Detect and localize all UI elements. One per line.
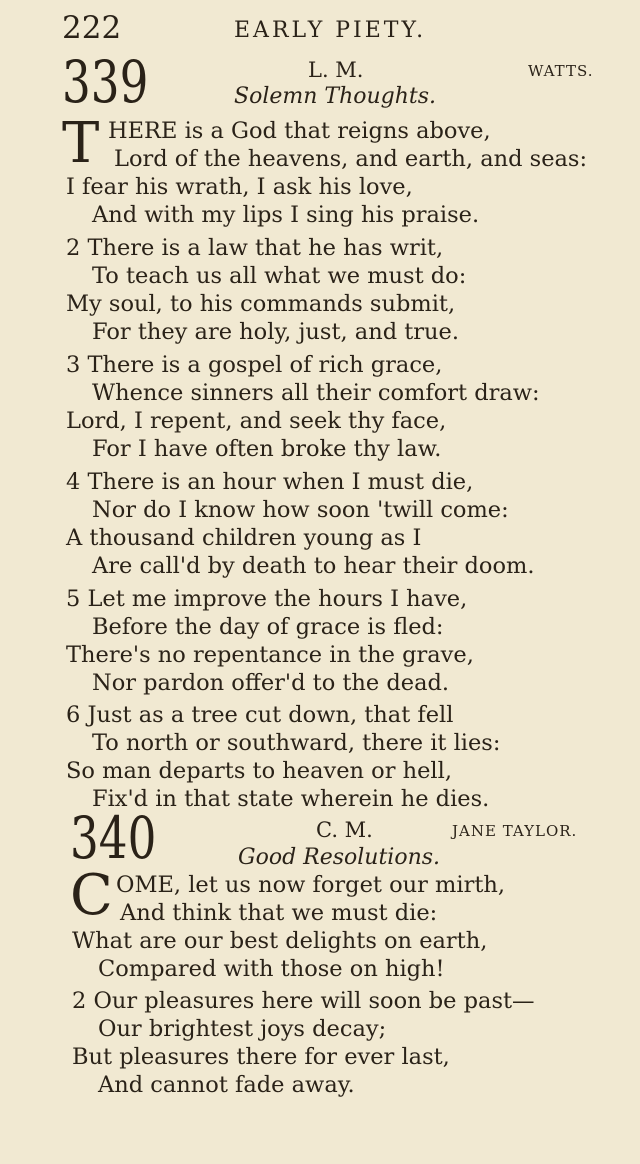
verse-line: Whence sinners all their comfort draw: xyxy=(92,380,540,406)
verse-line: I fear his wrath, I ask his love, xyxy=(66,174,413,200)
hymn-author: JANE TAYLOR. xyxy=(452,822,578,840)
verse-line: And cannot fade away. xyxy=(98,1072,355,1098)
verse-line: 5 Let me improve the hours I have, xyxy=(66,586,468,612)
verse-line: To teach us all what we must do: xyxy=(92,263,467,289)
verse-line: So man departs to heaven or hell, xyxy=(66,758,452,784)
drop-cap: C xyxy=(70,863,113,928)
verse-line: My soul, to his commands submit, xyxy=(66,291,456,317)
verse-line: To north or southward, there it lies: xyxy=(92,730,501,756)
verse-line: HERE is a God that reigns above, xyxy=(108,118,491,144)
hymn-number: 339 xyxy=(62,48,149,116)
verse-line: And with my lips I sing his praise. xyxy=(92,202,480,228)
verse-line: Our brightest joys decay; xyxy=(98,1016,387,1042)
verse-line: 2 Our pleasures here will soon be past— xyxy=(72,988,535,1014)
verse-line: And think that we must die: xyxy=(120,900,438,926)
hymn-meter: L. M. xyxy=(308,58,364,82)
verse-line: Lord of the heavens, and earth, and seas: xyxy=(114,146,588,172)
hymn-number: 340 xyxy=(70,804,157,872)
verse-line: 3 There is a gospel of rich grace, xyxy=(66,352,443,378)
verse-line: Fix'd in that state wherein he dies. xyxy=(92,786,490,812)
running-title: EARLY PIETY. xyxy=(234,18,427,43)
page-header xyxy=(62,10,620,46)
verse-line: There's no repentance in the grave, xyxy=(66,642,474,668)
hymn-339-heading xyxy=(62,48,630,118)
verse-line: For I have often broke thy law. xyxy=(92,436,442,462)
verse-line: Compared with those on high! xyxy=(98,956,445,982)
hymn-340-heading xyxy=(62,804,630,874)
page-number: 222 xyxy=(62,10,122,46)
drop-cap: T xyxy=(62,111,100,176)
verse-line: OME, let us now forget our mirth, xyxy=(116,872,506,898)
verse-line: Lord, I repent, and seek thy face, xyxy=(66,408,447,434)
verse-line: 2 There is a law that he has writ, xyxy=(66,235,444,261)
verse-line: 6 Just as a tree cut down, that fell xyxy=(66,702,454,728)
verse-line: What are our best delights on earth, xyxy=(72,928,488,954)
verse-line: Nor do I know how soon 'twill come: xyxy=(92,497,509,523)
hymn-meter: C. M. xyxy=(316,818,373,842)
verse-line: Are call'd by death to hear their doom. xyxy=(92,553,535,579)
verse-line: Before the day of grace is fled: xyxy=(92,614,444,640)
verse-line: Nor pardon offer'd to the dead. xyxy=(92,670,450,696)
verse-line: A thousand children young as I xyxy=(66,525,422,551)
hymn-author: WATTS. xyxy=(528,62,594,80)
verse-line: But pleasures there for ever last, xyxy=(72,1044,450,1070)
verse-line: For they are holy, just, and true. xyxy=(92,319,460,345)
hymn-title: Good Resolutions. xyxy=(238,845,441,870)
hymn-title: Solemn Thoughts. xyxy=(234,84,437,109)
verse-line: 4 There is an hour when I must die, xyxy=(66,469,474,495)
